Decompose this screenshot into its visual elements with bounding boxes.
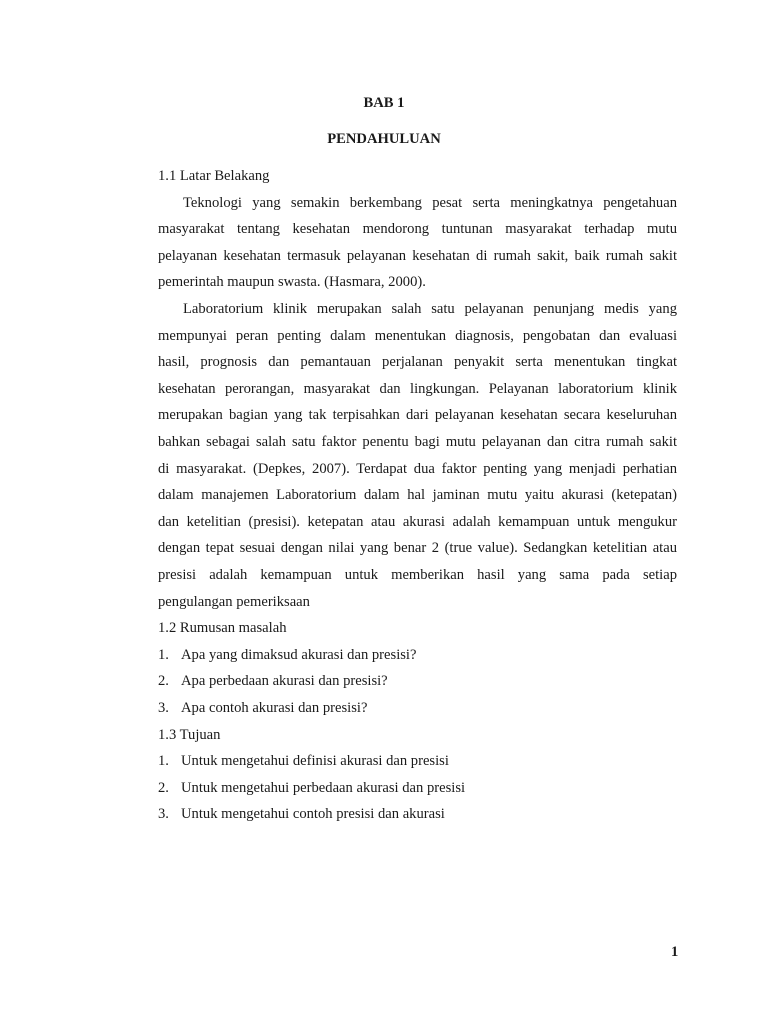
paragraph-line: dengan tepat sesuai dengan nilai yang benar 2 (true value). Sedangkan ketelitian atau	[158, 540, 677, 557]
list-item: Apa yang dimaksud akurasi dan presisi?	[181, 646, 417, 663]
section-heading: 1.1 Latar Belakang	[158, 168, 270, 184]
list-number: 1.	[158, 753, 169, 770]
list-number: 2.	[158, 779, 169, 796]
page-number: 1	[671, 944, 679, 960]
paragraph-line: pengulangan pemeriksaan	[158, 593, 310, 610]
list-item: Apa perbedaan akurasi dan presisi?	[181, 673, 388, 690]
paragraph-line: pelayanan kesehatan termasuk pelayanan kesehatan di rumah sakit, baik rumah sakit	[158, 247, 677, 264]
chapter-label: BAB 1	[363, 95, 405, 111]
section-heading: 1.2 Rumusan masalah	[158, 620, 287, 637]
paragraph-line: bahkan sebagai salah satu faktor penentu bagi mutu pelayanan dan citra rumah sakit	[158, 434, 677, 450]
list-item: Untuk mengetahui contoh presisi dan akurasi	[181, 806, 445, 823]
paragraph-line: dan ketelitian (presisi). ketepatan atau akurasi adalah kemampuan untuk mengukur	[158, 513, 677, 530]
paragraph-line: merupakan bagian yang tak terpisahkan dari pelayanan kesehatan secara keseluruhan	[158, 407, 677, 424]
list-number: 3.	[158, 700, 169, 716]
list-number: 3.	[158, 806, 169, 823]
section-heading: 1.3 Tujuan	[158, 726, 221, 743]
paragraph-line: dalam manajemen Laboratorium dalam hal jaminan mutu yaitu akurasi (ketepatan)	[158, 487, 677, 504]
list-item: Untuk mengetahui perbedaan akurasi dan presisi	[181, 779, 466, 796]
paragraph-line: Laboratorium klinik merupakan salah satu pelayanan penunjang medis yang	[183, 301, 677, 317]
list-number: 2.	[158, 673, 169, 690]
paragraph-line: mempunyai peran penting dalam menentukan diagnosis, pengobatan dan evaluasi	[158, 327, 677, 344]
chapter-title: PENDAHULUAN	[327, 131, 441, 147]
paragraph-line: Teknologi yang semakin berkembang pesat serta meningkatnya pengetahuan	[183, 194, 677, 211]
list-item: Untuk mengetahui definisi akurasi dan presisi	[181, 753, 449, 770]
list-item: Apa contoh akurasi dan presisi?	[181, 700, 368, 716]
paragraph-line: masyarakat tentang kesehatan mendorong tuntunan masyarakat terhadap mutu	[158, 221, 677, 238]
paragraph-line: hasil, prognosis dan pemantauan perjalanan penyakit serta menentukan tingkat	[158, 354, 677, 371]
paragraph-line: kesehatan perorangan, masyarakat dan lingkungan. Pelayanan laboratorium klinik	[158, 380, 677, 397]
paragraph-line: pemerintah maupun swasta. (Hasmara, 2000).	[158, 274, 426, 291]
paragraph-line: di masyarakat. (Depkes, 2007). Terdapat dua faktor penting yang menjadi perhatian	[158, 460, 677, 477]
paragraph-line: presisi adalah kemampuan untuk memberikan hasil yang sama pada setiap	[158, 567, 677, 583]
list-number: 1.	[158, 646, 169, 663]
